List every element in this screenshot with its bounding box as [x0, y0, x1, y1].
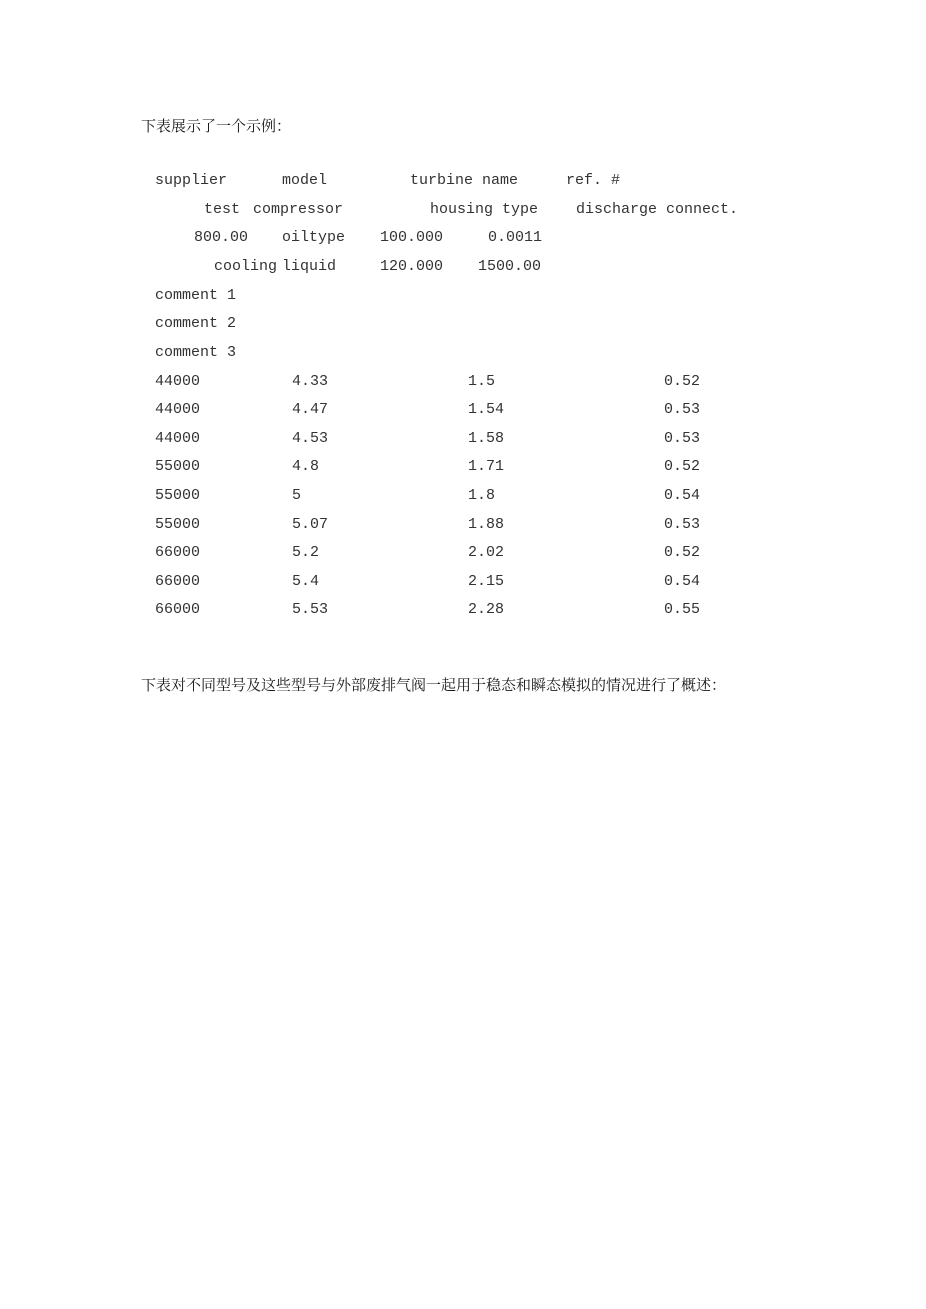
row-value: 0.54 — [664, 573, 701, 590]
header-compressor: compressor — [253, 201, 344, 218]
row-value: 2.15 — [468, 573, 505, 590]
header-discharge-connect: discharge connect. — [576, 201, 739, 218]
row-value: 1.58 — [468, 430, 505, 447]
row-value: 4.53 — [292, 430, 329, 447]
header-housing-type: housing type — [430, 201, 539, 218]
row-value: 5.4 — [292, 573, 320, 590]
row-value: 5.07 — [292, 516, 329, 533]
row-value: 66000 — [155, 601, 201, 618]
row-value: 66000 — [155, 573, 201, 590]
row-value: 0.54 — [664, 487, 701, 504]
comment-line: comment 2 — [155, 315, 237, 332]
row-value: 0.55 — [664, 601, 701, 618]
row-value: 0.52 — [664, 544, 701, 561]
row-value: 2.28 — [468, 601, 505, 618]
row-value: 0.52 — [664, 458, 701, 475]
comment-line: comment 3 — [155, 344, 237, 361]
example-data-listing — [0, 0, 926, 640]
row-value: 1.5 — [468, 373, 496, 390]
summary-paragraph: 下表对不同型号及这些型号与外部废排气阀一起用于稳态和瞬态模拟的情况进行了概述： — [141, 676, 727, 694]
header-supplier: supplier — [155, 172, 228, 189]
header-test: test — [204, 201, 241, 218]
row-value: 4.47 — [292, 401, 329, 418]
row-value: 0.52 — [664, 373, 701, 390]
row-value: 55000 — [155, 516, 201, 533]
header-value-100: 100.000 — [380, 229, 444, 246]
intro-paragraph: 下表展示了一个示例： — [141, 117, 292, 135]
row-value: 44000 — [155, 430, 201, 447]
row-value: 0.53 — [664, 401, 701, 418]
header-oiltype: oiltype — [282, 229, 346, 246]
header-value-800: 800.00 — [194, 229, 249, 246]
header-value-0011: 0.0011 — [488, 229, 543, 246]
row-value: 5 — [292, 487, 302, 504]
row-value: 0.53 — [664, 430, 701, 447]
header-liquid: liquid — [282, 258, 337, 275]
row-value: 5.2 — [292, 544, 320, 561]
row-value: 5.53 — [292, 601, 329, 618]
header-cooling: cooling — [214, 258, 278, 275]
row-value: 66000 — [155, 544, 201, 561]
row-value: 1.88 — [468, 516, 505, 533]
row-value: 4.8 — [292, 458, 320, 475]
row-value: 1.54 — [468, 401, 505, 418]
row-value: 2.02 — [468, 544, 505, 561]
row-value: 55000 — [155, 487, 201, 504]
header-turbine-name: turbine name — [410, 172, 519, 189]
row-value: 1.71 — [468, 458, 505, 475]
header-value-1500: 1500.00 — [478, 258, 542, 275]
header-model: model — [282, 172, 328, 189]
row-value: 55000 — [155, 458, 201, 475]
row-value: 0.53 — [664, 516, 701, 533]
row-value: 4.33 — [292, 373, 329, 390]
row-value: 44000 — [155, 373, 201, 390]
header-ref: ref. # — [566, 172, 621, 189]
header-value-120: 120.000 — [380, 258, 444, 275]
row-value: 44000 — [155, 401, 201, 418]
row-value: 1.8 — [468, 487, 496, 504]
comment-line: comment 1 — [155, 287, 237, 304]
